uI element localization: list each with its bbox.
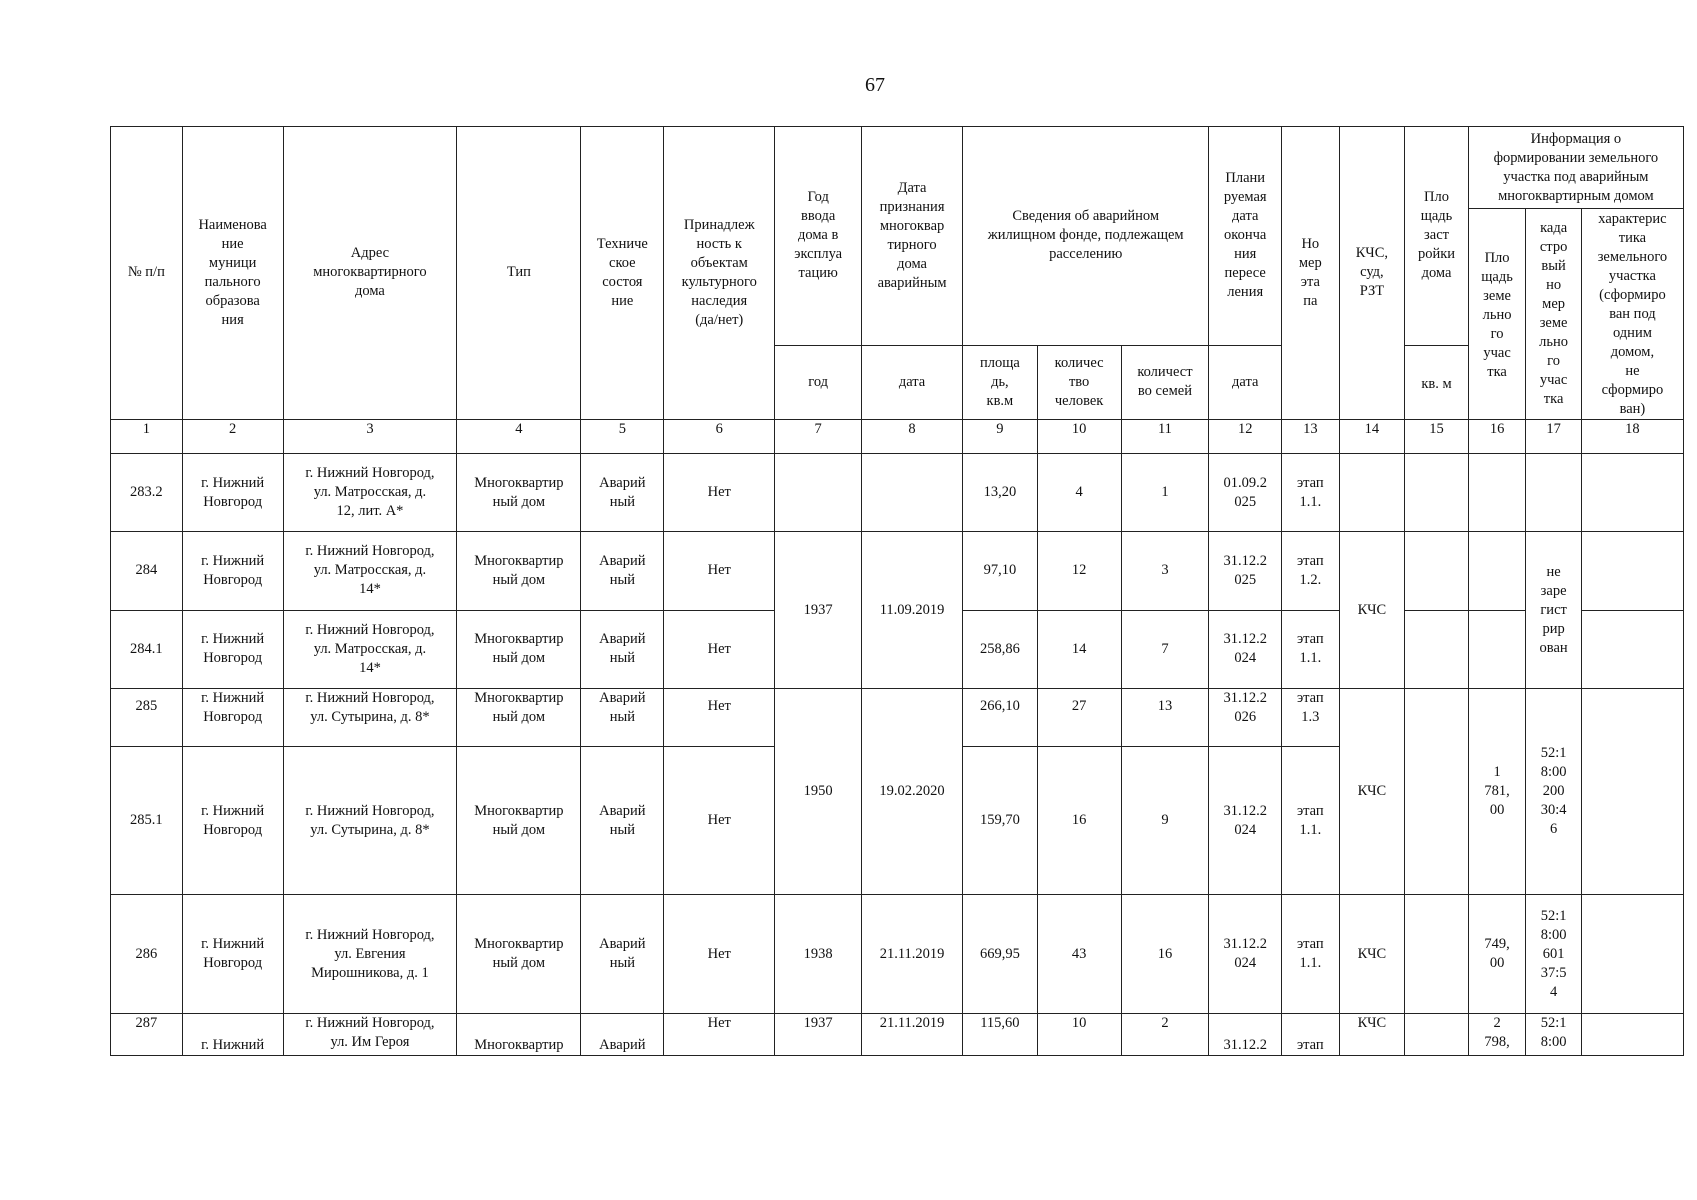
cell-heritage: Нет [664, 688, 775, 746]
column-number: 11 [1121, 419, 1209, 453]
subheader-families: количест во семей [1121, 345, 1209, 419]
cell-stage: этап 1.1. [1282, 454, 1340, 532]
cell-no: 284 [111, 532, 183, 610]
column-number: 15 [1405, 419, 1469, 453]
cell-state: Аварий [581, 1013, 664, 1055]
cell-year [775, 454, 862, 532]
cell-kchs: КЧС [1339, 1013, 1405, 1055]
cell-date: 19.02.2020 [862, 688, 963, 895]
cell-date [862, 454, 963, 532]
subheader-area: площа дь, кв.м [963, 345, 1038, 419]
cell-families: 13 [1121, 688, 1209, 746]
cell-building-area [1405, 532, 1469, 610]
cell-plan-date: 31.12.2 026 [1209, 688, 1282, 746]
cell-municipality: г. Нижний Новгород [182, 746, 283, 894]
header-building-area: Пло щадь заст ройки дома [1405, 127, 1469, 346]
column-number-row [111, 419, 1684, 453]
cell-stage: этап 1.1. [1282, 895, 1340, 1013]
cell-families: 7 [1121, 610, 1209, 688]
cell-area: 266,10 [963, 688, 1038, 746]
cell-state: Аварий ный [581, 895, 664, 1013]
cell-address: г. Нижний Новгород, ул. Матросская, д. 12, лит. А* [283, 454, 457, 532]
subheader-people: количес тво человек [1037, 345, 1121, 419]
table-row [111, 1013, 1684, 1055]
subheader-plan-date: дата [1209, 345, 1282, 419]
cell-state: Аварий ный [581, 532, 664, 610]
cell-area: 258,86 [963, 610, 1038, 688]
column-number: 17 [1526, 419, 1582, 453]
cell-municipality: г. Нижний Новгород [182, 895, 283, 1013]
header-row-top [111, 127, 1684, 209]
cell-families: 3 [1121, 532, 1209, 610]
cell-kchs: КЧС [1339, 532, 1405, 689]
cell-people: 10 [1037, 1013, 1121, 1055]
cell-plan-date: 31.12.2 [1209, 1013, 1282, 1055]
cell-type: Многоквартир ный дом [457, 688, 581, 746]
header-land-characteristic: характерис тика земельного участка (сформиро ван под одним домом, не сформиро ван) [1581, 209, 1683, 420]
cell-area: 13,20 [963, 454, 1038, 532]
cell-plan-date: 31.12.2 024 [1209, 746, 1282, 894]
cell-area: 669,95 [963, 895, 1038, 1013]
cell-address: г. Нижний Новгород, ул. Евгения Мирошникова, д. 1 [283, 895, 457, 1013]
header-type: Тип [457, 127, 581, 420]
cell-stage: этап 1.2. [1282, 532, 1340, 610]
column-number: 8 [862, 419, 963, 453]
cell-no: 284.1 [111, 610, 183, 688]
cell-building-area [1405, 688, 1469, 895]
table-row [111, 895, 1684, 1013]
header-recognition-date: Дата признания многоквар тирного дома аварийным [862, 127, 963, 346]
cell-heritage: Нет [664, 532, 775, 610]
cell-people: 27 [1037, 688, 1121, 746]
cell-cadastral [1526, 454, 1582, 532]
header-no: № п/п [111, 127, 183, 420]
header-housing-info: Сведения об аварийном жилищном фонде, подлежащем расселению [963, 127, 1209, 346]
cell-municipality: г. Нижний Новгород [182, 610, 283, 688]
subheader-date: дата [862, 345, 963, 419]
cell-state: Аварий ный [581, 454, 664, 532]
cell-date: 21.11.2019 [862, 895, 963, 1013]
cell-people: 14 [1037, 610, 1121, 688]
cell-type: Многоквартир ный дом [457, 610, 581, 688]
cell-area: 115,60 [963, 1013, 1038, 1055]
cell-heritage: Нет [664, 610, 775, 688]
cell-people: 4 [1037, 454, 1121, 532]
cell-year: 1937 [775, 532, 862, 689]
column-number: 7 [775, 419, 862, 453]
column-number: 9 [963, 419, 1038, 453]
cell-address: г. Нижний Новгород, ул. Сутырина, д. 8* [283, 688, 457, 746]
cell-year: 1950 [775, 688, 862, 895]
column-number: 3 [283, 419, 457, 453]
cell-land-characteristic [1581, 610, 1683, 688]
cell-cadastral: 52:1 8:00 200 30:4 6 [1526, 688, 1582, 895]
header-land-info: Информация о формировании земельного участка под аварийным многоквартирным домом [1468, 127, 1683, 209]
cell-heritage: Нет [664, 1013, 775, 1055]
emergency-housing-table [110, 126, 1684, 1056]
cell-type: Многоквартир [457, 1013, 581, 1055]
cell-land-characteristic [1581, 895, 1683, 1013]
header-heritage: Принадлеж ность к объектам культурного наследия (да/нет) [664, 127, 775, 420]
cell-type: Многоквартир ный дом [457, 746, 581, 894]
header-municipality: Наименова ние муници пального образова ния [182, 127, 283, 420]
cell-cadastral: 52:1 8:00 601 37:5 4 [1526, 895, 1582, 1013]
cell-families: 16 [1121, 895, 1209, 1013]
cell-heritage: Нет [664, 454, 775, 532]
header-land-area: Пло щадь земе льно го учас тка [1468, 209, 1526, 420]
cell-families: 1 [1121, 454, 1209, 532]
cell-land-characteristic [1581, 454, 1683, 532]
cell-land-area [1468, 610, 1526, 688]
cell-no: 285 [111, 688, 183, 746]
cell-building-area [1405, 1013, 1469, 1055]
table-row [111, 688, 1684, 746]
cell-heritage: Нет [664, 895, 775, 1013]
cell-date: 11.09.2019 [862, 532, 963, 689]
cell-kchs: КЧС [1339, 895, 1405, 1013]
cell-building-area [1405, 454, 1469, 532]
cell-kchs: КЧС [1339, 688, 1405, 895]
column-number: 12 [1209, 419, 1282, 453]
table-row [111, 532, 1684, 610]
header-technical-state: Техниче ское состоя ние [581, 127, 664, 420]
cell-land-characteristic [1581, 1013, 1683, 1055]
cell-heritage: Нет [664, 746, 775, 894]
cell-families: 2 [1121, 1013, 1209, 1055]
cell-municipality: г. Нижний [182, 1013, 283, 1055]
cell-plan-date: 31.12.2 025 [1209, 532, 1282, 610]
cell-no: 285.1 [111, 746, 183, 894]
cell-land-area: 1 781, 00 [1468, 688, 1526, 895]
cell-no: 283.2 [111, 454, 183, 532]
cell-type: Многоквартир ный дом [457, 532, 581, 610]
cell-land-area [1468, 532, 1526, 610]
cell-area: 159,70 [963, 746, 1038, 894]
cell-no: 286 [111, 895, 183, 1013]
cell-land-characteristic [1581, 688, 1683, 895]
cell-people: 43 [1037, 895, 1121, 1013]
header-cadastral: када стро вый но мер земе льно го учас тка [1526, 209, 1582, 420]
cell-address: г. Нижний Новгород, ул. Сутырина, д. 8* [283, 746, 457, 894]
cell-land-area: 749, 00 [1468, 895, 1526, 1013]
cell-stage: этап [1282, 1013, 1340, 1055]
cell-people: 16 [1037, 746, 1121, 894]
cell-land-area: 2 798, [1468, 1013, 1526, 1055]
cell-municipality: г. Нижний Новгород [182, 532, 283, 610]
cell-year: 1937 [775, 1013, 862, 1055]
cell-year: 1938 [775, 895, 862, 1013]
page-number: 67 [865, 74, 885, 96]
cell-building-area [1405, 610, 1469, 688]
column-number: 13 [1282, 419, 1340, 453]
cell-address: г. Нижний Новгород, ул. Матросская, д. 14* [283, 610, 457, 688]
column-number: 10 [1037, 419, 1121, 453]
column-number: 6 [664, 419, 775, 453]
subheader-year: год [775, 345, 862, 419]
cell-land-characteristic [1581, 532, 1683, 610]
cell-address: г. Нижний Новгород, ул. Матросская, д. 14* [283, 532, 457, 610]
column-number: 18 [1581, 419, 1683, 453]
cell-municipality: г. Нижний Новгород [182, 688, 283, 746]
cell-families: 9 [1121, 746, 1209, 894]
cell-plan-date: 31.12.2 024 [1209, 895, 1282, 1013]
table-row [111, 454, 1684, 532]
cell-type: Многоквартир ный дом [457, 454, 581, 532]
cell-stage: этап 1.1. [1282, 610, 1340, 688]
cell-cadastral: не заре гист рир ован [1526, 532, 1582, 689]
cell-plan-date: 31.12.2 024 [1209, 610, 1282, 688]
column-number: 2 [182, 419, 283, 453]
column-number: 14 [1339, 419, 1405, 453]
cell-people: 12 [1037, 532, 1121, 610]
cell-type: Многоквартир ный дом [457, 895, 581, 1013]
cell-cadastral: 52:1 8:00 [1526, 1013, 1582, 1055]
cell-state: Аварий ный [581, 746, 664, 894]
column-number: 1 [111, 419, 183, 453]
cell-municipality: г. Нижний Новгород [182, 454, 283, 532]
cell-land-area [1468, 454, 1526, 532]
subheader-building-area-unit: кв. м [1405, 345, 1469, 419]
cell-state: Аварий ный [581, 610, 664, 688]
header-year-in-service: Год ввода дома в эксплуа тацию [775, 127, 862, 346]
cell-date: 21.11.2019 [862, 1013, 963, 1055]
cell-stage: этап 1.1. [1282, 746, 1340, 894]
cell-area: 97,10 [963, 532, 1038, 610]
column-number: 16 [1468, 419, 1526, 453]
cell-plan-date: 01.09.2 025 [1209, 454, 1282, 532]
cell-stage: этап 1.3 [1282, 688, 1340, 746]
header-kchs: КЧС, суд, РЗТ [1339, 127, 1405, 420]
cell-address: г. Нижний Новгород, ул. Им Героя [283, 1013, 457, 1055]
header-planned-end: Плани руемая дата оконча ния пересе ления [1209, 127, 1282, 346]
header-address: Адрес многоквартирного дома [283, 127, 457, 420]
header-stage-no: Но мер эта па [1282, 127, 1340, 420]
column-number: 4 [457, 419, 581, 453]
cell-state: Аварий ный [581, 688, 664, 746]
column-number: 5 [581, 419, 664, 453]
cell-no: 287 [111, 1013, 183, 1055]
cell-building-area [1405, 895, 1469, 1013]
cell-kchs [1339, 454, 1405, 532]
